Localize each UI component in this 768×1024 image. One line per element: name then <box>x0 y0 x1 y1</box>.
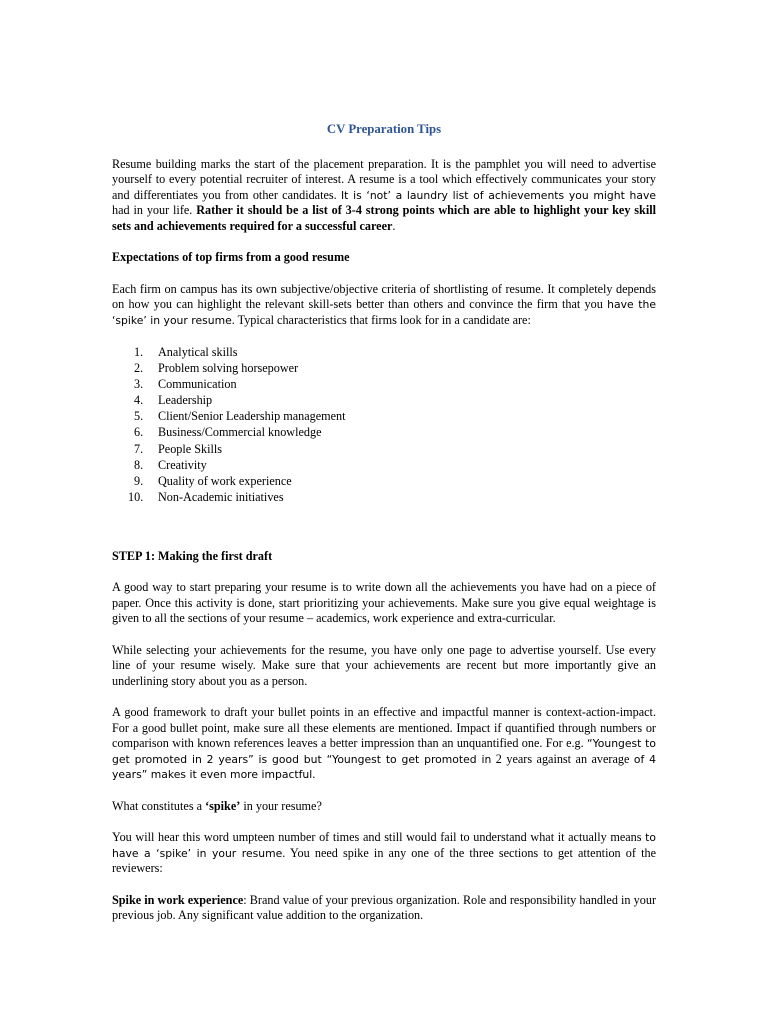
spike-text-cont: . You need spike in any one of the three sections to get attention of the reviewers: <box>112 845 656 876</box>
list-label: Quality of work experience <box>158 473 292 488</box>
step1-example-text: “Youngest to get promoted in 2 years” is good but “Youngest to get promoted in <box>112 737 656 766</box>
intro-text-cont: had in your life. <box>112 203 197 217</box>
spike-question-bold: ‘spike’ <box>205 798 241 813</box>
step1-heading: STEP 1: Making the first draft <box>112 548 273 563</box>
list-label: Non-Academic initiatives <box>158 489 284 504</box>
list-item <box>112 441 656 457</box>
list-label: Leadership <box>158 393 213 408</box>
intro-emphasis-text: It is ‘not’ a laundry list of achievements you might have <box>340 188 656 202</box>
list-label: Communication <box>158 377 237 392</box>
step1-paragraph-3 <box>112 705 656 783</box>
list-label: Creativity <box>158 457 207 472</box>
list-item <box>112 424 656 440</box>
intro-bold-text: Rather it should be a list of 3-4 strong points which are able to highlight your key skill sets and achievements required for a successful career <box>112 203 656 233</box>
list-number: 4. <box>134 393 144 408</box>
spike-question-text: What constitutes a <box>112 798 206 813</box>
list-label: Business/Commercial knowledge <box>158 425 322 440</box>
list-number: 1. <box>134 345 144 359</box>
expectations-text-cont: . Typical characteristics that firms look for in a candidate are: <box>231 312 531 327</box>
list-number: 10. <box>128 489 144 504</box>
expectations-heading: Expectations of top firms from a good resume <box>112 250 350 264</box>
document-page <box>112 122 656 940</box>
list-item <box>112 360 656 376</box>
spike-text: You will hear this word umpteen number of times and still would fail to understand what it actually means <box>112 830 646 845</box>
list-number: 6. <box>134 425 144 440</box>
list-number: 7. <box>134 441 144 456</box>
list-item <box>112 473 656 489</box>
list-number: 9. <box>134 473 144 488</box>
list-item <box>112 392 656 408</box>
list-number: 5. <box>134 409 144 424</box>
intro-paragraph <box>112 157 656 235</box>
list-item <box>112 457 656 473</box>
step1-example-text-cont: 2 years against an average <box>491 751 634 766</box>
list-item <box>112 344 656 360</box>
skills-list <box>112 344 656 505</box>
expectations-paragraph <box>112 282 656 329</box>
list-item <box>112 408 656 424</box>
list-label: People Skills <box>158 441 222 456</box>
spike-question-text-end: in your resume? <box>240 798 322 813</box>
intro-end: . <box>392 218 396 233</box>
list-label: Problem solving horsepower <box>158 361 299 376</box>
expectations-text: Each firm on campus has its own subjective/objective criteria of shortlisting of resume. It completely depends on how you can highlight the relevant skill-sets better than others and convince the firm that you <box>112 281 656 311</box>
expectations-emphasis-text: have the ‘spike’ in your resume <box>112 298 656 327</box>
list-item <box>112 489 656 505</box>
list-number: 8. <box>134 457 144 472</box>
page-title: CV Preparation Tips <box>326 122 442 136</box>
step1-text-end: . <box>312 767 316 782</box>
list-item <box>112 376 656 392</box>
list-label: Client/Senior Leadership management <box>158 409 346 424</box>
intro-text: Resume building marks the start of the placement preparation. It is the pamphlet you will need to advertise yourself to every potential recruiter of interest. A resume is a tool which effectively communicates your story and differentiates you from other candidates. <box>112 156 656 202</box>
step1-example-text-end: of 4 years” makes it even more impactful <box>112 752 657 782</box>
spike-work-paragraph <box>112 893 656 924</box>
list-label: Analytical skills <box>158 345 238 359</box>
spike-paragraph <box>112 830 656 877</box>
list-number: 3. <box>134 377 144 392</box>
step1-text: A good framework to draft your bullet points in an effective and impactful manner is context-action-impact. For a good bullet point, make sure all these elements are mentioned. Impact if quantified through numbers or comparison with known references leaves a better impression than an unquantified one. For e.g. <box>112 705 656 751</box>
step1-paragraph-2: While selecting your achievements for the resume, you have only one page to advertise yourself. Use every line of your resume wisely. Make sure that your achievements are recent but more importantly give an underlining story about you as a person. <box>112 642 656 688</box>
spike-question <box>112 799 656 815</box>
step1-paragraph-1: A good way to start preparing your resume is to write down all the achievements you have had on a piece of paper. Once this activity is done, start prioritizing your achievements. Make sure you give equal weightage is given to all the sections of your resume – academics, work experience and extra-curricular. <box>112 580 656 626</box>
spike-emphasis-text: to have a ‘spike’ in your resume <box>112 831 656 860</box>
list-number: 2. <box>134 361 144 376</box>
spike-work-label: Spike in work experience <box>112 892 244 907</box>
spike-work-text: : Brand value of your previous organization. Role and responsibility handled in your previous job. Any significant value addition to the organization. <box>112 892 657 923</box>
